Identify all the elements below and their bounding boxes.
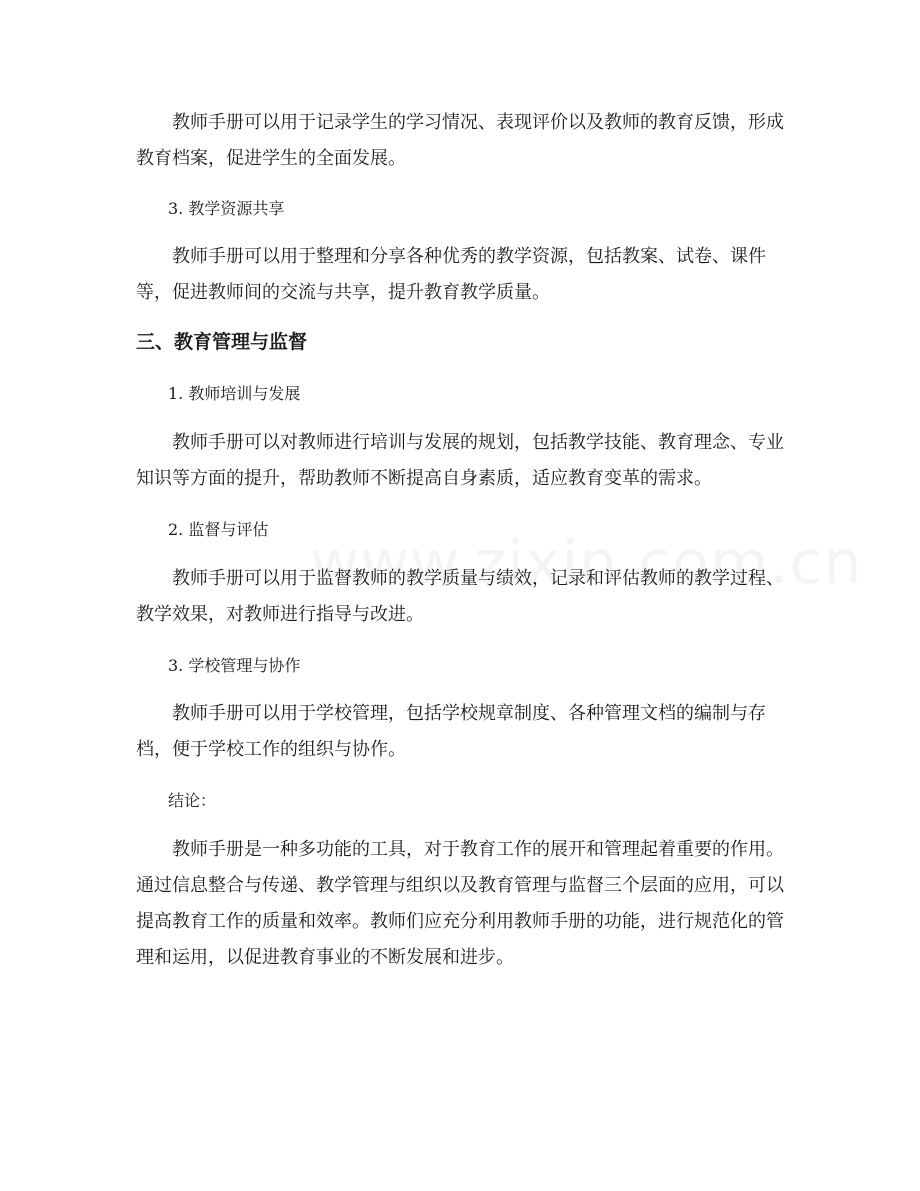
list-item-school-management: 3. 学校管理与协作 bbox=[168, 656, 301, 675]
paragraph-resource-sharing: 教师手册可以用于整理和分享各种优秀的教学资源，包括教案、试卷、课件等，促进教师间的交流与共享，提升教育教学质量。 bbox=[136, 246, 766, 303]
conclusion-label: 结论： bbox=[168, 791, 217, 810]
list-item-supervision: 2. 监督与评估 bbox=[168, 520, 269, 539]
paragraph-supervision: 教师手册可以用于监督教师的教学质量与绩效，记录和评估教师的教学过程、教学效果，对教师进行指导与改进。 bbox=[136, 568, 784, 625]
list-item-resource-sharing: 3. 教学资源共享 bbox=[168, 199, 285, 218]
list-item-training: 1. 教师培训与发展 bbox=[168, 384, 301, 403]
section-heading-management: 三、教育管理与监督 bbox=[136, 331, 308, 353]
paragraph-training: 教师手册可以对教师进行培训与发展的规划，包括教学技能、教育理念、专业知识等方面的提升，帮助教师不断提高自身素质，适应教育变革的需求。 bbox=[136, 432, 784, 489]
paragraph-records: 教师手册可以用于记录学生的学习情况、表现评价以及教师的教育反馈，形成教育档案，促进学生的全面发展。 bbox=[136, 112, 784, 169]
paragraph-school-management: 教师手册可以用于学校管理，包括学校规章制度、各种管理文档的编制与存档，便于学校工作的组织与协作。 bbox=[136, 703, 766, 760]
paragraph-conclusion: 教师手册是一种多功能的工具，对于教育工作的展开和管理起着重要的作用。通过信息整合与传递、教学管理与组织以及教育管理与监督三个层面的应用，可以提高教育工作的质量和效率。教师们应充分利用教师手册的功能，进行规范化的管理和运用，以促进教育事业的不断发展和进步。 bbox=[136, 839, 784, 968]
